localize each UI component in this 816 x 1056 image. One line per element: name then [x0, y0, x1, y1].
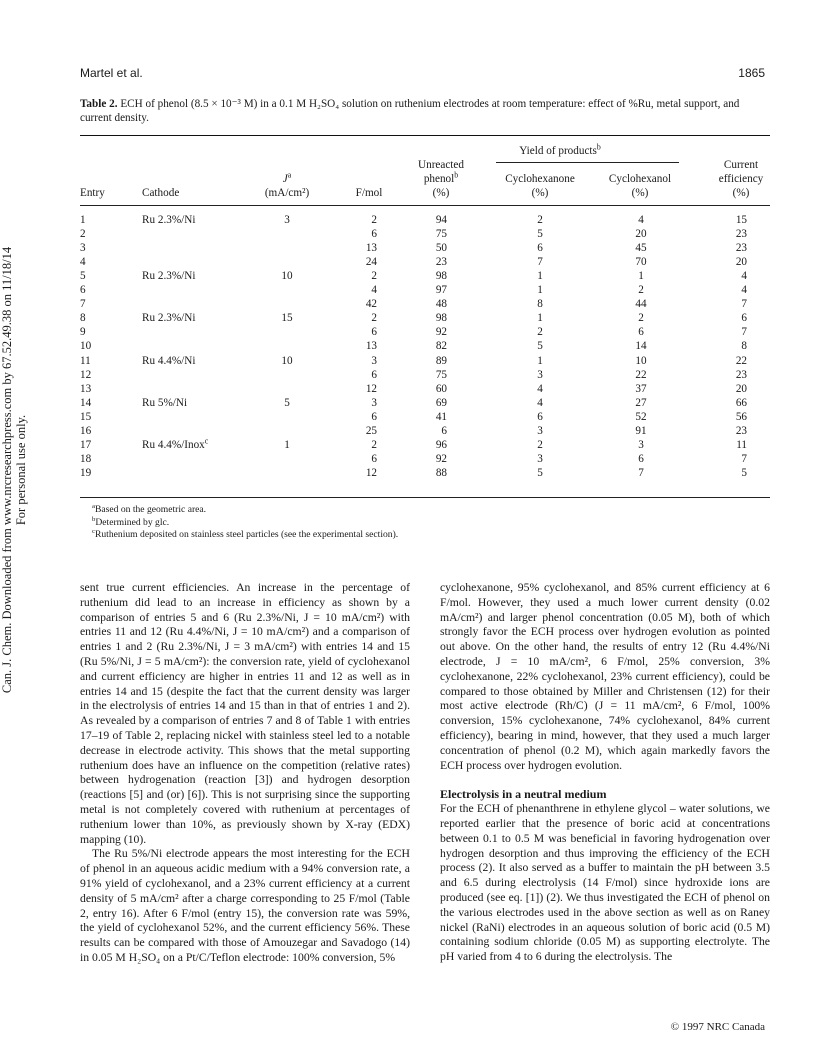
- table-cell-j: 1: [284, 438, 290, 451]
- table-cell-one: 6: [537, 410, 543, 423]
- table-cell-phenol: 92: [435, 452, 447, 465]
- table-cell-phenol: 94: [435, 214, 447, 226]
- table-cell-ol: 10: [635, 354, 647, 367]
- footnote-text: Ruthenium deposited on stainless steel particles (see the experimental section).: [94, 529, 399, 540]
- table-cell-entry: 5: [80, 270, 86, 283]
- cathode-label: Ru 4.4%/Inox: [142, 438, 205, 451]
- page-number: 1865: [738, 66, 765, 80]
- table-cell-eff: 22: [735, 354, 747, 367]
- table-cell-fmol: 3: [371, 354, 377, 367]
- table-cell-phenol: 6: [441, 424, 447, 437]
- table-footnote: [92, 529, 398, 541]
- table-footnote: [92, 504, 206, 516]
- table-cell-phenol: 50: [435, 242, 447, 255]
- header-cyclohexanol: Cyclohexanol (%): [608, 173, 672, 199]
- table-cell-phenol: 41: [435, 410, 447, 423]
- table-cell-one: 5: [537, 228, 543, 241]
- footnote-marker: a: [92, 502, 95, 510]
- table-cell-j: 5: [284, 396, 290, 409]
- table-cell-j: 15: [281, 312, 293, 325]
- body-left-column: [80, 581, 410, 966]
- watermark-line-1: Can. J. Chem. Downloaded from www.nrcresearchpress.com by 67.52.49.38 on 11/18/14: [0, 246, 14, 694]
- copyright: © 1997 NRC Canada: [670, 1021, 765, 1033]
- footnote-text: Determined by glc.: [95, 516, 170, 528]
- paragraph: sent true current efficiencies. An increase in the percentage of ruthenium did lead to an increase in efficiency as shown by a comparison of entries 5 and 6 (Ru 2.3%/Ni, J = 10 mA/cm²) with entries 11 and 12 (Ru 4.4%/Ni, J = 10 mA/cm²) and a comparison of entries 1 and 2 (Ru 2.3%/Ni, J = 3 mA/cm²) with entries 14 and 15 (Ru 5%/Ni, J = 5 mA/cm²): the conversion rate, yield of cyclohexanol and current efficiency are higher in entries 11 and 12 as well as in entries 14 and 15 (despite the fact that the current density was larger in the electrolysis of entries 14 and 15 than in that of entries 1 and 2). As revealed by a comparison of entries 7 and 8 of Table 1 with entries 17–19 of Table 2, replacing nickel with stainless steel led to a notable decrease in electrode activity. This shows that the metal supporting ruthenium does have an influence on the competition (relative rates) between hydrogenation (reaction [3]) and hydrogen desorption (reactions [5] and (or) [6]). This is not surprising since the supporting metal is not completely covered with ruthenium at percentages of ruthenium lower than 10%, as previously shown by X-ray (EDX) mapping (10).: [80, 581, 410, 846]
- section-heading: Electrolysis in a neutral medium: [440, 787, 607, 802]
- table-cell-fmol: 42: [365, 298, 377, 311]
- table-cell-ol: 7: [638, 466, 644, 479]
- table-cell-ol: 2: [638, 312, 644, 325]
- footnote-text: Based on the geometric area.: [94, 504, 207, 515]
- paragraph: cyclohexanone, 95% cyclohexanol, and 85% current efficiency at 6 F/mol. However, they used a much lower current density (0.02 mA/cm²) and larger phenol concentration (0.05 M), both of which strongly favor the ECH process over hydrogen evolution as pointed out above. On the other hand, the results of entry 12 (Ru 4.4%/Ni electrode, J = 10 mA/cm², 6 F/mol, 25% conversion, 3% cyclohexanone, 22% cyclohexanol, 23% current efficiency), could be compared to those obtained by Miller and Christensen (12) for their most active electrode (Rh/C) (J = 11 mA/cm², 6 F/mol, 100% conversion, 15% cyclohexanone, 74% cyclohexanol, 84% current efficiency), bearing in mind, however, that they used a much larger concentration of phenol (0.2 M), which again markedly favors the ECH process over hydrogen evolution.: [440, 581, 770, 772]
- table-cell-ol: 27: [635, 396, 647, 409]
- table-header-rule: [80, 205, 770, 206]
- table-cell-one: 3: [537, 368, 543, 381]
- table-cell-fmol: 2: [371, 214, 377, 226]
- table-cell-entry: 1: [80, 214, 86, 226]
- table-label: Table 2.: [80, 98, 118, 110]
- table-cell-entry: 10: [80, 340, 92, 353]
- table-cell-fmol: 12: [365, 466, 377, 479]
- table-cell-one: 6: [537, 242, 543, 255]
- table-cell-ol: 2: [638, 284, 644, 297]
- table-cell-ol: 45: [635, 242, 647, 255]
- table-cell-ol: 52: [635, 410, 647, 423]
- table-cell-one: 2: [537, 214, 543, 226]
- header-cathode: Cathode: [142, 187, 180, 199]
- table-cell-ol: 6: [638, 452, 644, 465]
- table-cell-eff: 23: [735, 228, 747, 241]
- table-cell-one: 3: [537, 452, 543, 465]
- table-cell-ol: 3: [638, 438, 644, 451]
- table-cell-eff: 20: [735, 382, 747, 395]
- table-cell-ol: 44: [635, 298, 647, 311]
- table-cell-eff: 4: [741, 284, 747, 297]
- table-cell-fmol: 6: [371, 452, 377, 465]
- table-cell-eff: 66: [735, 396, 747, 409]
- table-cell-eff: 5: [741, 466, 747, 479]
- table-cell-phenol: 23: [435, 256, 447, 269]
- header-fmol: F/mol: [355, 187, 383, 199]
- table-cell-ol: 6: [638, 326, 644, 339]
- header-current-efficiency: Current efficiency (%): [718, 159, 764, 199]
- table-cell-ol: 4: [638, 214, 644, 226]
- table-cell-eff: 23: [735, 242, 747, 255]
- table-cell-entry: 15: [80, 410, 92, 423]
- table-cell-fmol: 24: [365, 256, 377, 269]
- table-cell-one: 3: [537, 424, 543, 437]
- header-cyclohexanone: Cyclohexanone (%): [505, 173, 575, 199]
- table-cell-eff: 15: [735, 214, 747, 226]
- body-right-column: [440, 581, 770, 965]
- table-cell-entry: 9: [80, 326, 86, 339]
- table-cell-fmol: 13: [365, 340, 377, 353]
- footnote-marker: b: [92, 515, 96, 523]
- table-cell-phenol: 60: [435, 382, 447, 395]
- paragraph: The Ru 5%/Ni electrode appears the most interesting for the ECH of phenol in an aqueous acidic medium with a 94% conversion rate, a 91% yield of cyclohexanol, and a 23% current efficiency at a current density of 5 mA/cm² after a charge corresponding to 25 F/mol (Table 2, entry 16). After 6 F/mol (entry 15), the conversion rate was 59%, the yield of cyclohexanol 52%, and the current efficiency 56%. These results can be compared with those of Amouzegar and Savadogo (14) in 0.05 M H₂SO₄ on a Pt/C/Teflon electrode: 100% conversion, 5%: [80, 847, 410, 964]
- table-top-rule: [80, 135, 770, 136]
- table-cell-eff: 6: [741, 312, 747, 325]
- footnote-marker: c: [204, 436, 209, 446]
- table-cell-one: 1: [537, 270, 543, 283]
- table-cell-phenol: 88: [435, 466, 447, 479]
- table-cell-phenol: 98: [435, 312, 447, 325]
- table-cell-phenol: 69: [435, 396, 447, 409]
- table-cell-j: 3: [284, 214, 290, 226]
- table-cell-cathode: Ru 2.3%/Ni: [142, 214, 196, 226]
- table-cell-phenol: 75: [435, 228, 447, 241]
- table-cell-cathode: Ru 4.4%/Ni: [142, 354, 196, 367]
- table-cell-eff: 7: [741, 452, 747, 465]
- table-cell-eff: 11: [736, 438, 747, 451]
- table-cell-eff: 20: [735, 256, 747, 269]
- table-cell-entry: 6: [80, 284, 86, 297]
- table-cell-fmol: 2: [371, 312, 377, 325]
- footnote-marker: c: [92, 527, 95, 535]
- paragraph: For the ECH of phenanthrene in ethylene glycol – water solutions, we reported earlier that the presence of boric acid at concentrations between 0.1 to 0.5 M was beneficial in favoring hydrogenation over hydrogen desorption and thus improving the efficiency of the ECH process (2). It also served as a buffer to maintain the pH between 3.5 and 6.5 during electrolysis (14 F/mol) since hydroxide ions are produced (see eq. [1]) (2). We thus investigated the ECH of phenol on the various electrodes used in the above section as well as on Raney nickel (RaNi) electrodes in an aqueous solution of boric acid (0.5 M) containing sodium chloride (0.05 M) as supporting electrolyte. The pH varied from 4 to 6 during the electrolysis. The: [440, 802, 770, 964]
- header-entry: Entry: [80, 187, 105, 199]
- yield-group-header: Yield of products$^b$: [519, 142, 601, 157]
- table-cell-cathode: Ru 2.3%/Ni: [142, 312, 196, 325]
- table-cell-one: 1: [537, 354, 543, 367]
- table-cell-eff: 7: [741, 326, 747, 339]
- table-cell-entry: 8: [80, 312, 86, 325]
- table-cell-cathode: Ru 5%/Ni: [142, 396, 188, 409]
- table-cell-phenol: 98: [435, 270, 447, 283]
- table-cell-phenol: 96: [435, 438, 447, 451]
- table-cell-one: 2: [537, 326, 543, 339]
- yield-group-rule: [496, 162, 679, 163]
- table-cell-fmol: 12: [365, 382, 377, 395]
- table-cell-one: 2: [537, 438, 543, 451]
- table-cell-ol: 14: [635, 340, 647, 353]
- header-unreacted-phenol: Unreacted phenol$^b$ (%): [418, 159, 464, 199]
- table-cell-cathode: [142, 438, 208, 452]
- table-cell-ol: 20: [635, 228, 647, 241]
- table-cell-one: 8: [537, 298, 543, 311]
- table-cell-phenol: 89: [435, 354, 447, 367]
- table-cell-ol: 91: [635, 424, 647, 437]
- watermark-line-2: For personal use only.: [14, 414, 28, 526]
- table-cell-entry: 7: [80, 298, 86, 311]
- table-cell-eff: 23: [735, 368, 747, 381]
- table-cell-fmol: 25: [365, 424, 377, 437]
- table-cell-fmol: 2: [371, 438, 377, 451]
- table-cell-entry: 12: [80, 368, 92, 381]
- table-cell-one: 1: [537, 284, 543, 297]
- table-cell-phenol: 82: [435, 340, 447, 353]
- table-cell-ol: 1: [638, 270, 644, 283]
- table-cell-entry: 3: [80, 242, 86, 255]
- table-cell-ol: 22: [635, 368, 647, 381]
- table-cell-eff: 23: [735, 424, 747, 437]
- table-cell-fmol: 4: [371, 284, 377, 297]
- table-cell-phenol: 97: [435, 284, 447, 297]
- table-cell-j: 10: [281, 354, 293, 367]
- table-cell-phenol: 48: [435, 298, 447, 311]
- table-cell-entry: 17: [80, 438, 92, 451]
- table-cell-entry: 2: [80, 228, 86, 241]
- table-cell-fmol: 6: [371, 368, 377, 381]
- table-cell-one: 5: [537, 466, 543, 479]
- table-cell-one: 4: [537, 396, 543, 409]
- table-caption-text: ECH of phenol (8.5 × 10⁻³ M) in a 0.1 M H₂SO₄ solution on ruthenium electrodes at room temperature: effect of %Ru, metal support, and current density.: [80, 98, 740, 124]
- table-cell-phenol: 75: [435, 368, 447, 381]
- table-cell-eff: 7: [741, 298, 747, 311]
- table-cell-one: 4: [537, 382, 543, 395]
- table-cell-one: 1: [537, 312, 543, 325]
- table-cell-one: 5: [537, 340, 543, 353]
- table-cell-one: 7: [537, 256, 543, 269]
- table-cell-j: 10: [281, 270, 293, 283]
- table-caption: [80, 97, 770, 125]
- table-cell-entry: 14: [80, 396, 92, 409]
- table-cell-eff: 8: [741, 340, 747, 353]
- table-cell-phenol: 92: [435, 326, 447, 339]
- table-cell-entry: 19: [80, 466, 92, 479]
- table-footnote: [92, 517, 169, 529]
- table-cell-entry: 18: [80, 452, 92, 465]
- table-cell-fmol: 6: [371, 326, 377, 339]
- table-cell-ol: 37: [635, 382, 647, 395]
- table-cell-entry: 13: [80, 382, 92, 395]
- download-watermark: [0, 240, 28, 700]
- table-cell-fmol: 6: [371, 410, 377, 423]
- table-cell-ol: 70: [635, 256, 647, 269]
- table-cell-entry: 4: [80, 256, 86, 269]
- table-bottom-rule: [80, 497, 770, 498]
- running-head-authors: Martel et al.: [80, 66, 143, 80]
- table-cell-eff: 4: [741, 270, 747, 283]
- table-cell-fmol: 13: [365, 242, 377, 255]
- table-cell-eff: 56: [735, 410, 747, 423]
- table-cell-cathode: Ru 2.3%/Ni: [142, 270, 196, 283]
- table-cell-fmol: 6: [371, 228, 377, 241]
- header-current-density: $J^a$ (mA/cm²): [264, 170, 310, 199]
- table-cell-fmol: 2: [371, 270, 377, 283]
- table-cell-entry: 11: [80, 354, 91, 367]
- table-cell-entry: 16: [80, 424, 92, 437]
- table-cell-fmol: 3: [371, 396, 377, 409]
